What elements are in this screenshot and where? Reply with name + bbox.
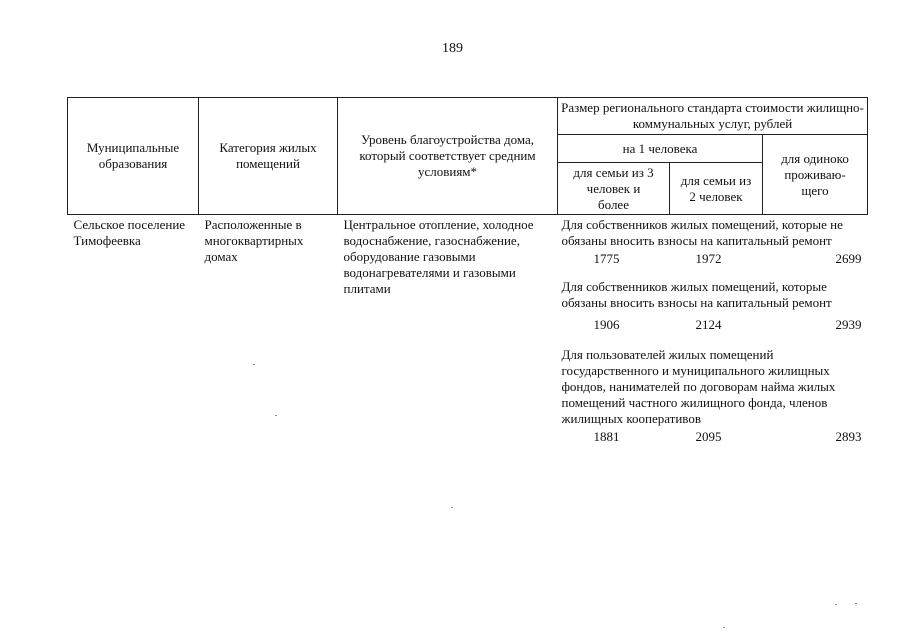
value-family2: 2095 — [695, 429, 722, 444]
section-label: Для собственников жилых помещений, которые не обязаны вносить взносы на капитальный ремонт — [561, 217, 843, 248]
value-family3: 1906 — [593, 317, 620, 332]
scan-speck — [855, 603, 857, 604]
header-family3: для семьи из 3 человек и более — [558, 163, 670, 215]
value-family3: 1881 — [593, 429, 620, 444]
section-values — [562, 429, 866, 445]
cell-sections — [558, 215, 868, 450]
scan-speck — [275, 415, 277, 416]
section-owners-with-contribution — [562, 279, 866, 333]
tariff-table-wrapper — [67, 97, 867, 449]
value-family2: 1972 — [695, 251, 722, 266]
header-per-person: на 1 человека — [558, 135, 763, 163]
page-number: 189 — [442, 41, 463, 56]
section-values — [562, 317, 866, 333]
header-family2: для семьи из 2 человек — [670, 163, 763, 215]
value-single: 2699 — [835, 251, 862, 266]
section-values — [562, 251, 866, 267]
cell-category: Расположенные в многоквартирных домах — [204, 217, 304, 264]
table-row — [68, 215, 868, 450]
cell-municipality: Сельское поселение Тимофеевка — [73, 217, 186, 248]
value-single: 2893 — [835, 429, 862, 444]
cell-amenities: Центральное отопление, холодное водоснабжение, газоснабжение, оборудование газовыми водонагревателями и газовыми плитами — [343, 217, 534, 296]
section-owners-no-contribution — [562, 217, 866, 267]
tariff-table — [67, 97, 868, 449]
header-single: для одиноко проживаю-щего — [763, 135, 868, 215]
section-tenants — [562, 347, 866, 445]
scan-speck — [451, 507, 453, 508]
value-family2: 2124 — [695, 317, 722, 332]
scan-speck — [253, 364, 255, 365]
value-family3: 1775 — [593, 251, 620, 266]
scan-speck — [723, 627, 725, 628]
section-label: Для собственников жилых помещений, которые обязаны вносить взносы на капитальный ремонт — [561, 279, 832, 310]
scan-speck — [835, 604, 837, 605]
value-single: 2939 — [835, 317, 862, 332]
header-standard: Размер регионального стандарта стоимости жилищно-коммунальных услуг, рублей — [558, 98, 868, 135]
header-amenities: Уровень благоустройства дома, который соответствует средним условиям* — [338, 98, 558, 215]
header-municipality: Муниципальные образования — [68, 98, 199, 215]
section-label: Для пользователей жилых помещений государственного и муниципального жилищных фондов, нанимателей по договорам найма жилых помещений частного жилищного фонда, членов жилищных кооперативов — [561, 347, 836, 426]
header-category: Категория жилых помещений — [199, 98, 338, 215]
